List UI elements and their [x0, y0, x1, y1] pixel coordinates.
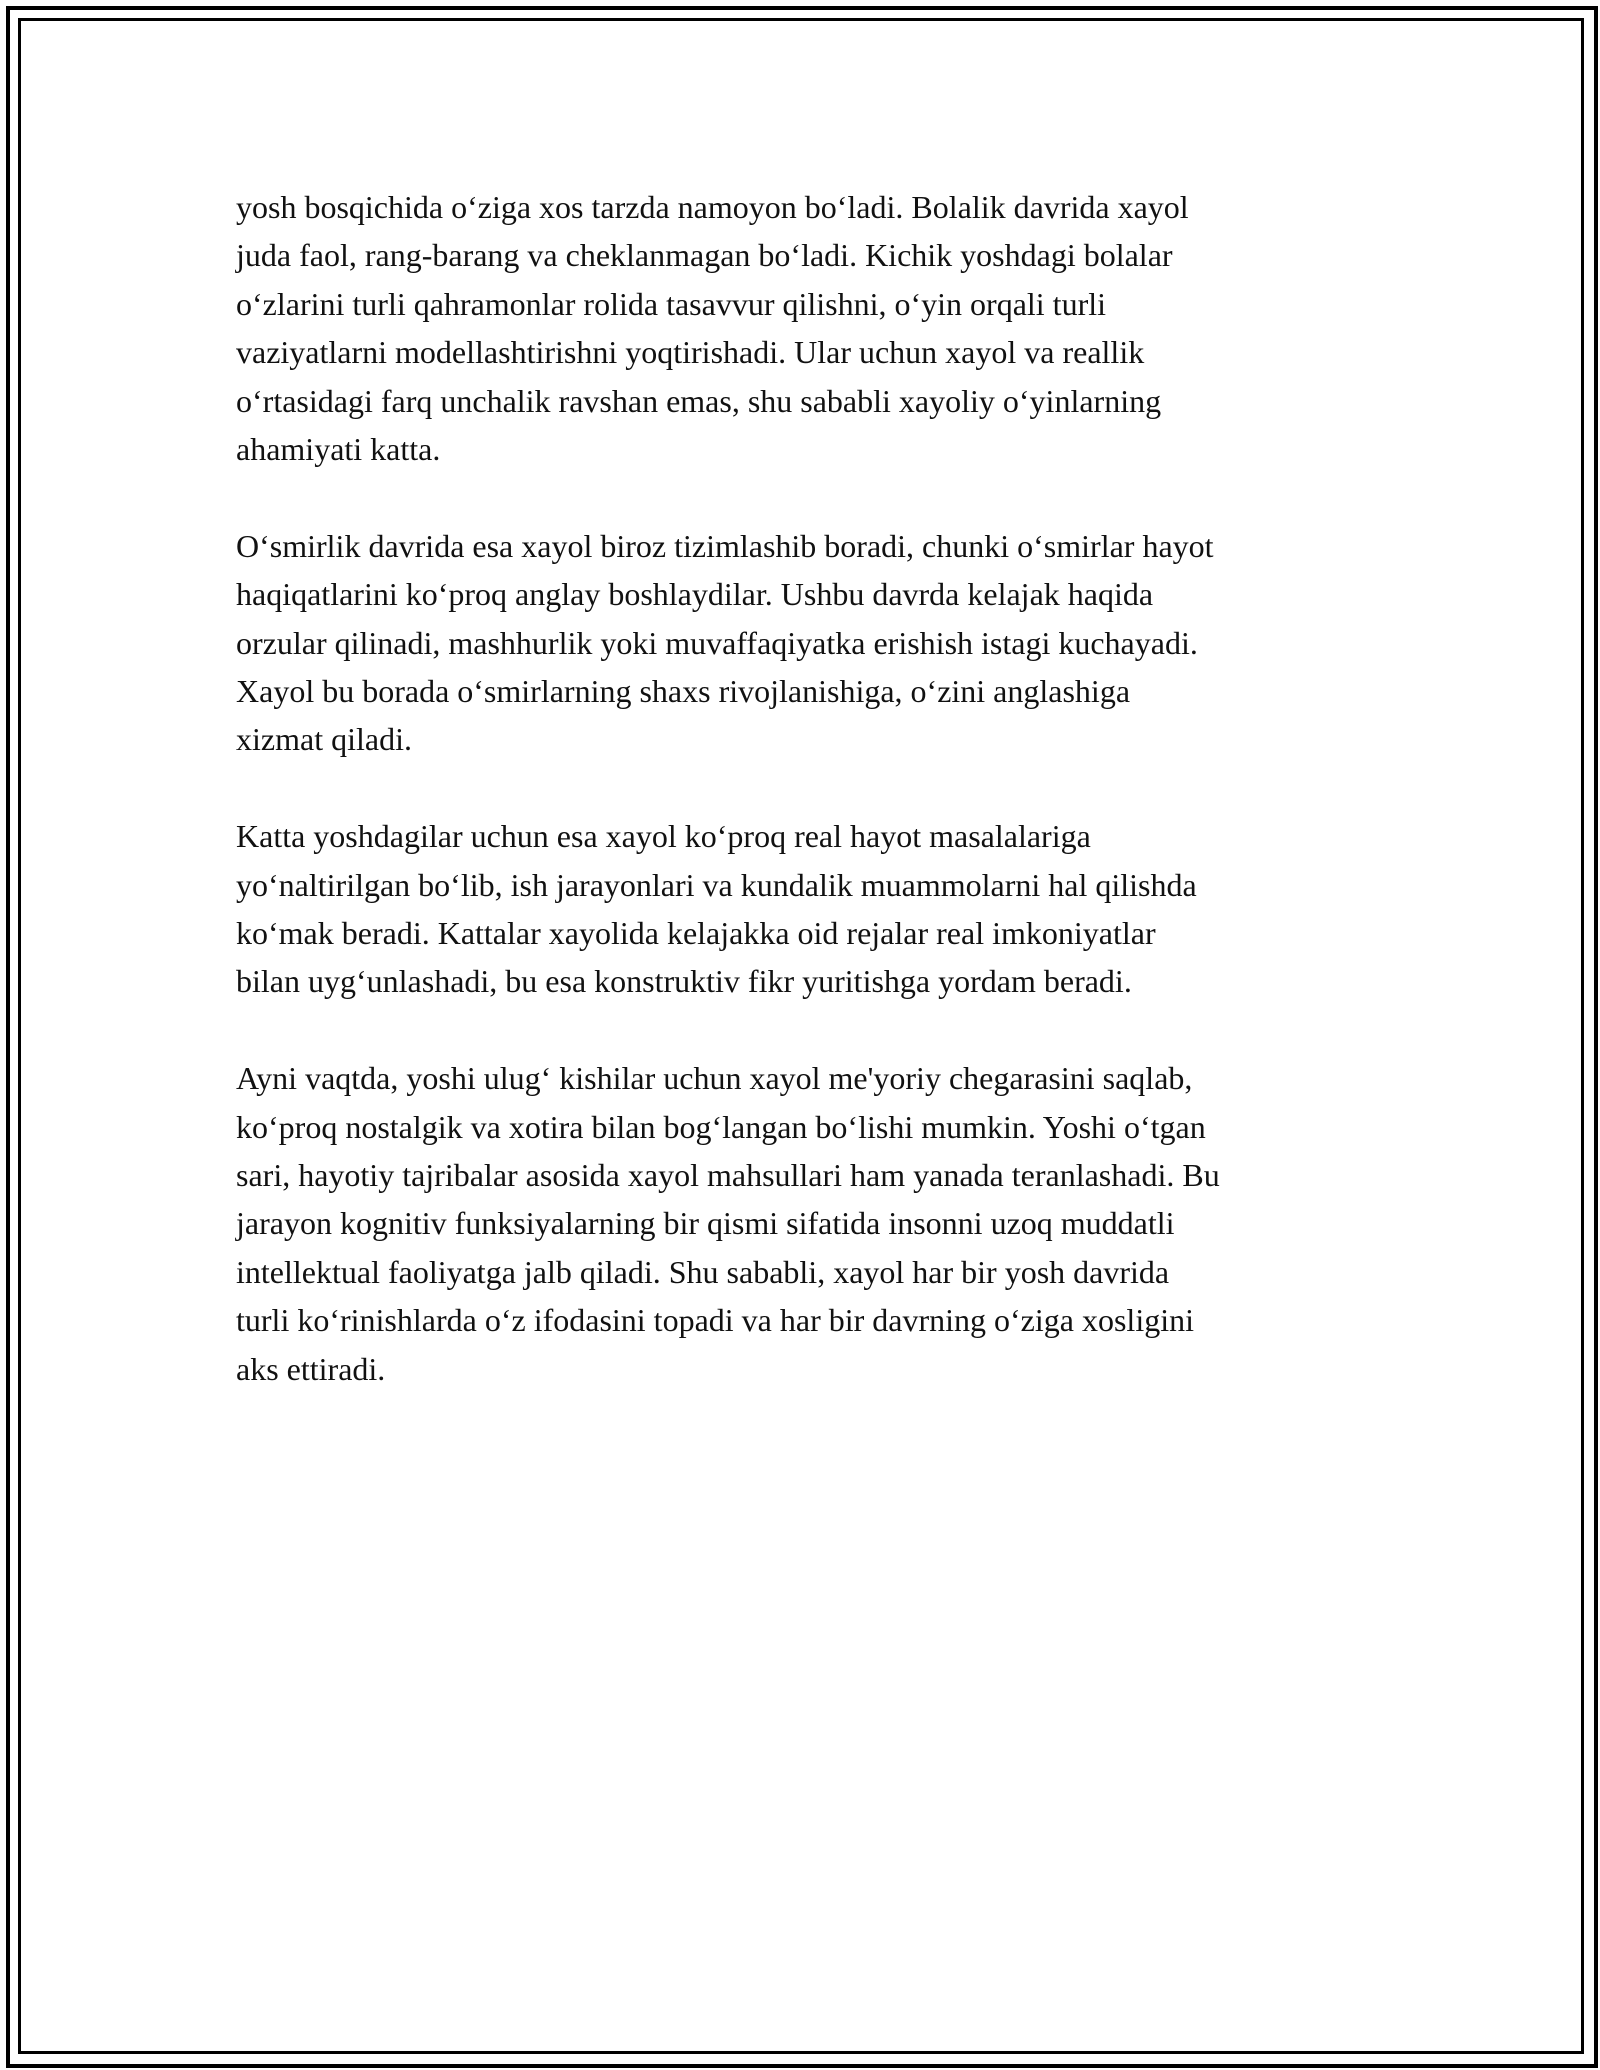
- text-line: Katta yoshdagilar uchun esa xayol ko‘proq real hayot masalalariga: [236, 818, 1091, 855]
- text-line: yosh bosqichida o‘ziga xos tarzda namoyon bo‘ladi. Bolalik davrida xayol: [236, 189, 1189, 225]
- paragraph: [236, 1054, 1386, 1393]
- text-line: O‘smirlik davrida esa xayol biroz tizimlashib boradi, chunki o‘smirlar hayot: [236, 527, 1214, 564]
- text-line: ahamiyati katta.: [236, 431, 441, 468]
- text-line: jarayon kognitiv funksiyalarning bir qismi sifatida insonni uzoq muddatli: [236, 1205, 1175, 1242]
- text-line: o‘zlarini turli qahramonlar rolida tasavvur qilishni, o‘yin orqali turli: [236, 285, 1106, 322]
- paragraph: [236, 522, 1386, 764]
- text-line: intellektual faoliyatga jalb qiladi. Shu sababli, xayol har bir yosh davrida: [236, 1253, 1170, 1290]
- text-line: vaziyatlarni modellashtirishni yoqtirishadi. Ular uchun xayol va reallik: [236, 334, 1145, 371]
- text-line: aks ettiradi.: [236, 1350, 386, 1387]
- text-line: juda faol, rang-barang va cheklanmagan bo‘ladi. Kichik yoshdagi bolalar: [236, 237, 1173, 274]
- text-line: o‘rtasidagi farq unchalik ravshan emas, shu sababli xayoliy o‘yinlarning: [236, 382, 1162, 419]
- paragraph: [236, 812, 1386, 1006]
- text-line: bilan uyg‘unlashadi, bu esa konstruktiv fikr yuritishga yordam beradi.: [236, 963, 1132, 1000]
- text-line: Xayol bu borada o‘smirlarning shaxs rivojlanishiga, o‘zini anglashiga: [236, 673, 1131, 710]
- document-body: [236, 183, 1386, 1442]
- text-line: ko‘proq nostalgik va xotira bilan bog‘langan bo‘lishi mumkin. Yoshi o‘tgan: [236, 1108, 1206, 1145]
- text-line: xizmat qiladi.: [236, 721, 412, 758]
- paragraph: [236, 183, 1386, 473]
- text-line: Ayni vaqtda, yoshi ulug‘ kishilar uchun xayol me'yoriy chegarasini saqlab,: [236, 1060, 1193, 1097]
- text-line: turli ko‘rinishlarda o‘z ifodasini topadi va har bir davrning o‘ziga xosligini: [236, 1302, 1194, 1339]
- text-line: yo‘naltirilgan bo‘lib, ish jarayonlari va kundalik muammolarni hal qilishda: [236, 866, 1197, 903]
- text-line: orzular qilinadi, mashhurlik yoki muvaffaqiyatka erishish istagi kuchayadi.: [236, 624, 1198, 661]
- text-line: haqiqatlarini ko‘proq anglay boshlaydilar. Ushbu davrda kelajak haqida: [236, 576, 1154, 613]
- text-line: ko‘mak beradi. Kattalar xayolida kelajakka oid rejalar real imkoniyatlar: [236, 915, 1156, 952]
- text-line: sari, hayotiy tajribalar asosida xayol mahsullari ham yanada teranlashadi. Bu: [236, 1157, 1220, 1194]
